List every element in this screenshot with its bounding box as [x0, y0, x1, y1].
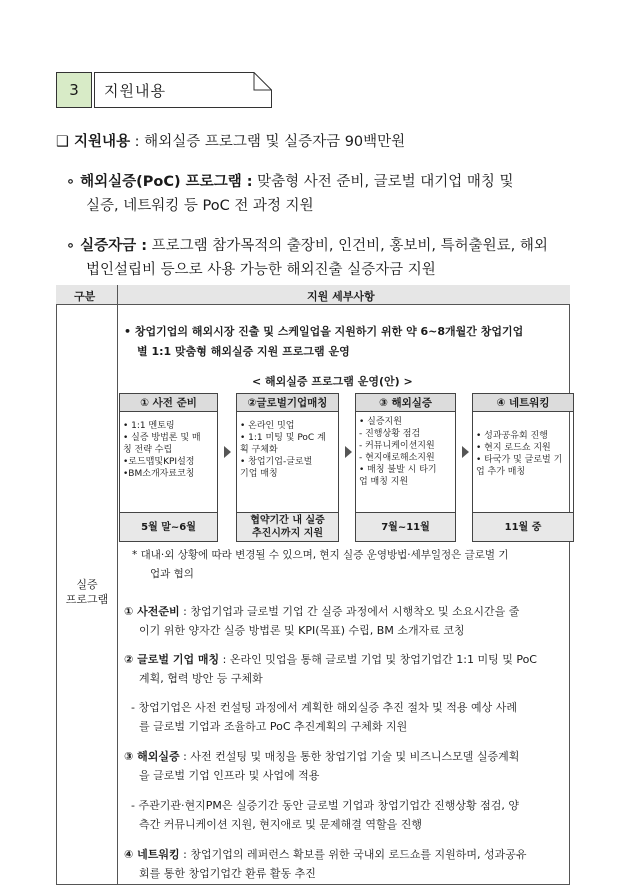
fund-text-2: 법인설립비 등으로 사용 가능한 해외진출 실증자금 지원	[86, 262, 436, 278]
table-header-details: 지원 세부사항	[307, 290, 375, 303]
phase-1-body: • 1:1 멘토링 • 실증 방법론 및 매 칭 전략 수립 •로드맵및KPI설정 •BM소개자료코칭	[119, 412, 218, 512]
arrow-1-icon	[224, 446, 231, 458]
fund-text-1: 프로그램 참가목적의 출장비, 인건비, 홍보비, 특허출원료, 해외	[147, 238, 548, 254]
fund-label: ∘ 실증자금 :	[66, 238, 147, 254]
table-column-divider	[117, 285, 118, 885]
diagram-title: < 해외실증 프로그램 운영(안) >	[252, 375, 413, 388]
step-2-sub-line-2: 를 글로벌 기업과 조율하고 PoC 추진계획의 구체화 지원	[139, 720, 408, 733]
phase-1-period: 5월 말~6월	[119, 512, 218, 542]
poc-program-label: ∘ 해외실증(PoC) 프로그램 :	[66, 174, 253, 190]
step-1-line-1: ① 사전준비 : 창업기업과 글로벌 기업 간 실증 과정에서 시행착오 및 소요시간을 줄	[124, 605, 520, 618]
phase-4-period: 11월 중	[472, 512, 574, 542]
support-summary	[56, 130, 405, 151]
section-number: 3	[56, 72, 92, 108]
phase-3-body: • 실증지원 - 진행상황 점검 - 커뮤니케이션지원 - 현지애로해소지원 • 매칭 불발 시 타기 업 매칭 지원	[355, 412, 456, 512]
overview-line-1: • 창업기업의 해외시장 진출 및 스케일업을 지원하기 위한 약 6~8개월간 창업기업	[124, 325, 524, 338]
step-2-line-2: 계획, 협력 방안 등 구체화	[139, 672, 263, 685]
phase-2-head: ②글로벌기업매칭	[236, 393, 339, 412]
phase-3-head: ③ 해외실증	[355, 393, 456, 412]
phase-3-period: 7월~11월	[355, 512, 456, 542]
support-summary-label: ❑ 지원내용	[56, 134, 131, 150]
phase-4-body: • 성과공유회 진행 • 현지 로드쇼 지원 • 타국가 및 글로벌 기 업 추가 매칭	[472, 412, 574, 512]
step-4-line-1: ④ 네트워킹 : 창업기업의 레퍼런스 확보를 위한 국내외 로드쇼를 지원하며, 성과공유	[124, 848, 527, 861]
fund-line	[66, 234, 548, 255]
step-3-sub-line-1: - 주관기관·현지PM은 실증기간 동안 글로벌 기업과 창업기업간 진행상황 점검, 양	[131, 799, 519, 812]
overview-line-2: 별 1:1 맞춤형 해외실증 지원 프로그램 운영	[137, 345, 350, 358]
step-3-line-1: ③ 해외실증 : 사전 컨설팅 및 매칭을 통한 창업기업 기술 및 비즈니스모델 실증계획	[124, 750, 520, 763]
arrow-2-icon	[345, 446, 352, 458]
phase-2-period: 협약기간 내 실증 추진시까지 지원	[236, 512, 339, 542]
step-4-line-2: 회를 통한 창업기업간 환류 활동 추진	[139, 867, 316, 880]
row-label: 실증 프로그램	[65, 578, 109, 606]
arrow-3-icon	[462, 446, 469, 458]
step-3-line-2: 을 글로벌 기업 인프라 및 사업에 적용	[139, 769, 320, 782]
note-line-1: * 대내·외 상황에 따라 변경될 수 있으며, 현지 실증 운영방법·세부일정은 글로벌 기	[132, 549, 509, 561]
phase-4-head: ④ 네트워킹	[472, 393, 574, 412]
table-header-category: 구분	[74, 290, 96, 303]
poc-program-text-1: 맞춤형 사전 준비, 글로벌 대기업 매칭 및	[252, 174, 514, 190]
step-1-line-2: 이기 위한 양자간 실증 방법론 및 KPI(목표) 수립, BM 소개자료 코칭	[139, 624, 465, 637]
phase-2-body: • 온라인 밋업 • 1:1 미팅 및 PoC 계 획 구체화 • 창업기업-글로벌 기업 매칭	[236, 412, 339, 512]
poc-program-text-2: 실증, 네트워킹 등 PoC 전 과정 지원	[86, 198, 314, 214]
note-line-2: 업과 협의	[150, 568, 194, 580]
section-title: 지원내용	[104, 82, 166, 100]
phase-1-head: ① 사전 준비	[119, 393, 218, 412]
support-summary-text: : 해외실증 프로그램 및 실증자금 90백만원	[130, 134, 406, 150]
poc-program-line	[66, 170, 514, 191]
step-3-sub-line-2: 측간 커뮤니케이션 지원, 현지애로 및 문제해결 역할을 진행	[139, 818, 422, 831]
step-2-sub-line-1: - 창업기업은 사전 컨설팅 과정에서 계획한 해외실증 추진 절차 및 적용 예상 사례	[131, 701, 517, 714]
step-2-line-1: ② 글로벌 기업 매칭 : 온라인 밋업을 통해 글로벌 기업 및 창업기업간 1:1 미팅 및 PoC	[124, 653, 537, 666]
